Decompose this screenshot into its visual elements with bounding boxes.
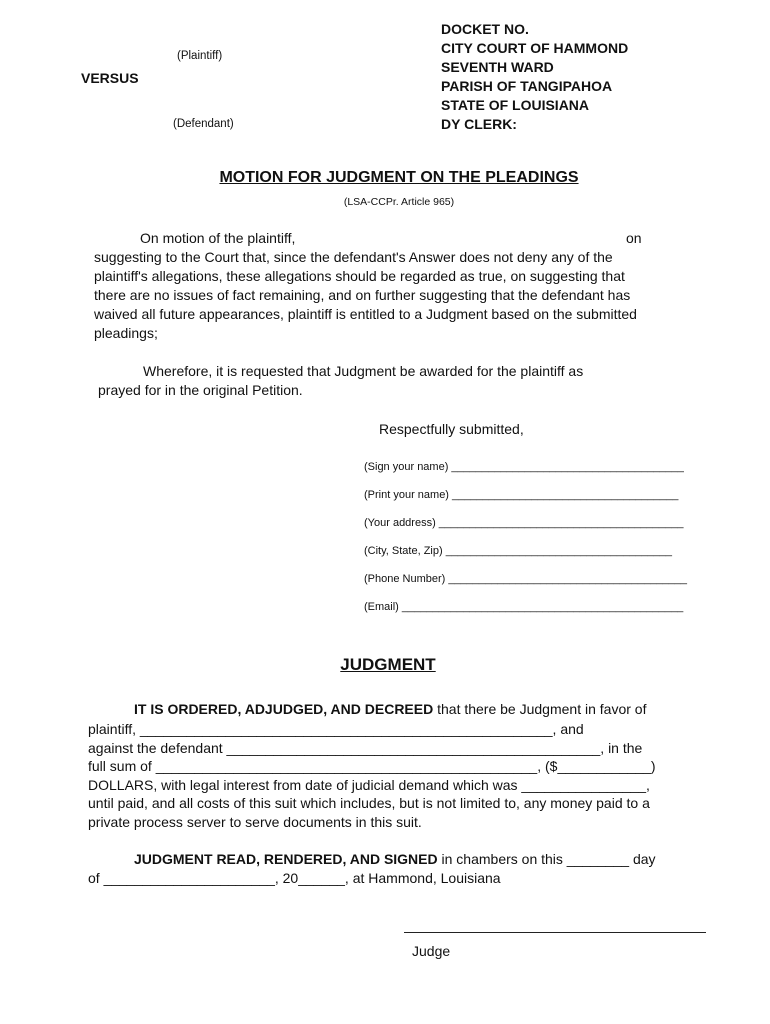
judgment-sum-line[interactable]: full sum of _________________________________________________, ($____________) (88, 758, 656, 774)
docket-number-label: DOCKET NO. (441, 21, 529, 37)
court-name: CITY COURT OF HAMMOND (441, 40, 629, 56)
email-field[interactable]: (Email) ______________________________________________ (364, 601, 684, 613)
state-name: STATE OF LOUISIANA (441, 97, 590, 113)
judge-signature-line[interactable] (404, 932, 706, 933)
ordered-bold-text: IT IS ORDERED, ADJUDGED, AND DECREED (134, 701, 434, 717)
judgment-plaintiff-line[interactable]: plaintiff, _____________________________________________________, and (88, 721, 584, 737)
judgment-date-line[interactable]: of ______________________, 20______, at Hammond, Louisiana (88, 870, 501, 886)
judgment-defendant-line[interactable]: against the defendant ________________________________________________, in the (88, 739, 643, 756)
motion-para1-line: suggesting to the Court that, since the defendant's Answer does not deny any of the (94, 249, 613, 265)
motion-para1-line: plaintiff's allegations, these allegations should be regarded as true, on suggesting that (94, 268, 625, 284)
judgment-paragraph (88, 720, 708, 831)
parish-name: PARISH OF TANGIPAHOA (441, 78, 613, 94)
judgment-costs-line: until paid, and all costs of this suit which includes, but is not limited to, any money paid to a (88, 795, 650, 811)
motion-para1-line: pleadings; (94, 325, 158, 341)
ward-name: SEVENTH WARD (441, 59, 554, 75)
motion-para2-line: Wherefore, it is requested that Judgment be awarded for the plaintiff as (143, 363, 584, 379)
judgment-title: JUDGMENT (340, 655, 436, 674)
versus-label: VERSUS (81, 70, 139, 86)
judgment-demand-date-line[interactable]: DOLLARS, with legal interest from date of judicial demand which was ________________, (88, 776, 650, 793)
motion-para1-lead: On motion of the plaintiff, (140, 230, 296, 246)
motion-paragraph-1 (94, 248, 694, 343)
motion-para1-line: there are no issues of fact remaining, and on further suggesting that the defendant has (94, 287, 631, 303)
judgment-costs-line: private process server to serve documents in this suit. (88, 813, 422, 830)
signed-rest-text[interactable]: in chambers on this ________ day (437, 851, 656, 867)
ordered-rest-text: that there be Judgment in favor of (433, 701, 647, 717)
judgment-ordered-line (134, 701, 646, 717)
defendant-label: (Defendant) (173, 118, 234, 130)
print-name-field[interactable]: (Print your name) _____________________________________ (364, 489, 679, 501)
respectfully-submitted: Respectfully submitted, (379, 421, 524, 437)
plaintiff-label: (Plaintiff) (177, 50, 223, 62)
address-field[interactable]: (Your address) ________________________________________ (364, 517, 684, 529)
phone-number-field[interactable]: (Phone Number) _______________________________________ (364, 573, 687, 585)
judge-label: Judge (412, 943, 451, 959)
city-state-zip-field[interactable]: (City, State, Zip) _____________________________________ (364, 545, 673, 557)
motion-para1-on: on (626, 230, 642, 246)
deputy-clerk-label: DY CLERK: (441, 116, 517, 132)
motion-title: MOTION FOR JUDGMENT ON THE PLEADINGS (219, 169, 579, 186)
sign-name-field[interactable]: (Sign your name) ______________________________________ (364, 461, 684, 473)
judgment-signed-line (134, 851, 656, 867)
motion-citation: (LSA-CCPr. Article 965) (343, 196, 455, 208)
signed-bold-text: JUDGMENT READ, RENDERED, AND SIGNED (134, 851, 438, 867)
motion-para2-line: prayed for in the original Petition. (98, 382, 303, 398)
motion-para1-line: waived all future appearances, plaintiff is entitled to a Judgment based on the submitted (94, 306, 637, 322)
court-block (441, 20, 628, 134)
